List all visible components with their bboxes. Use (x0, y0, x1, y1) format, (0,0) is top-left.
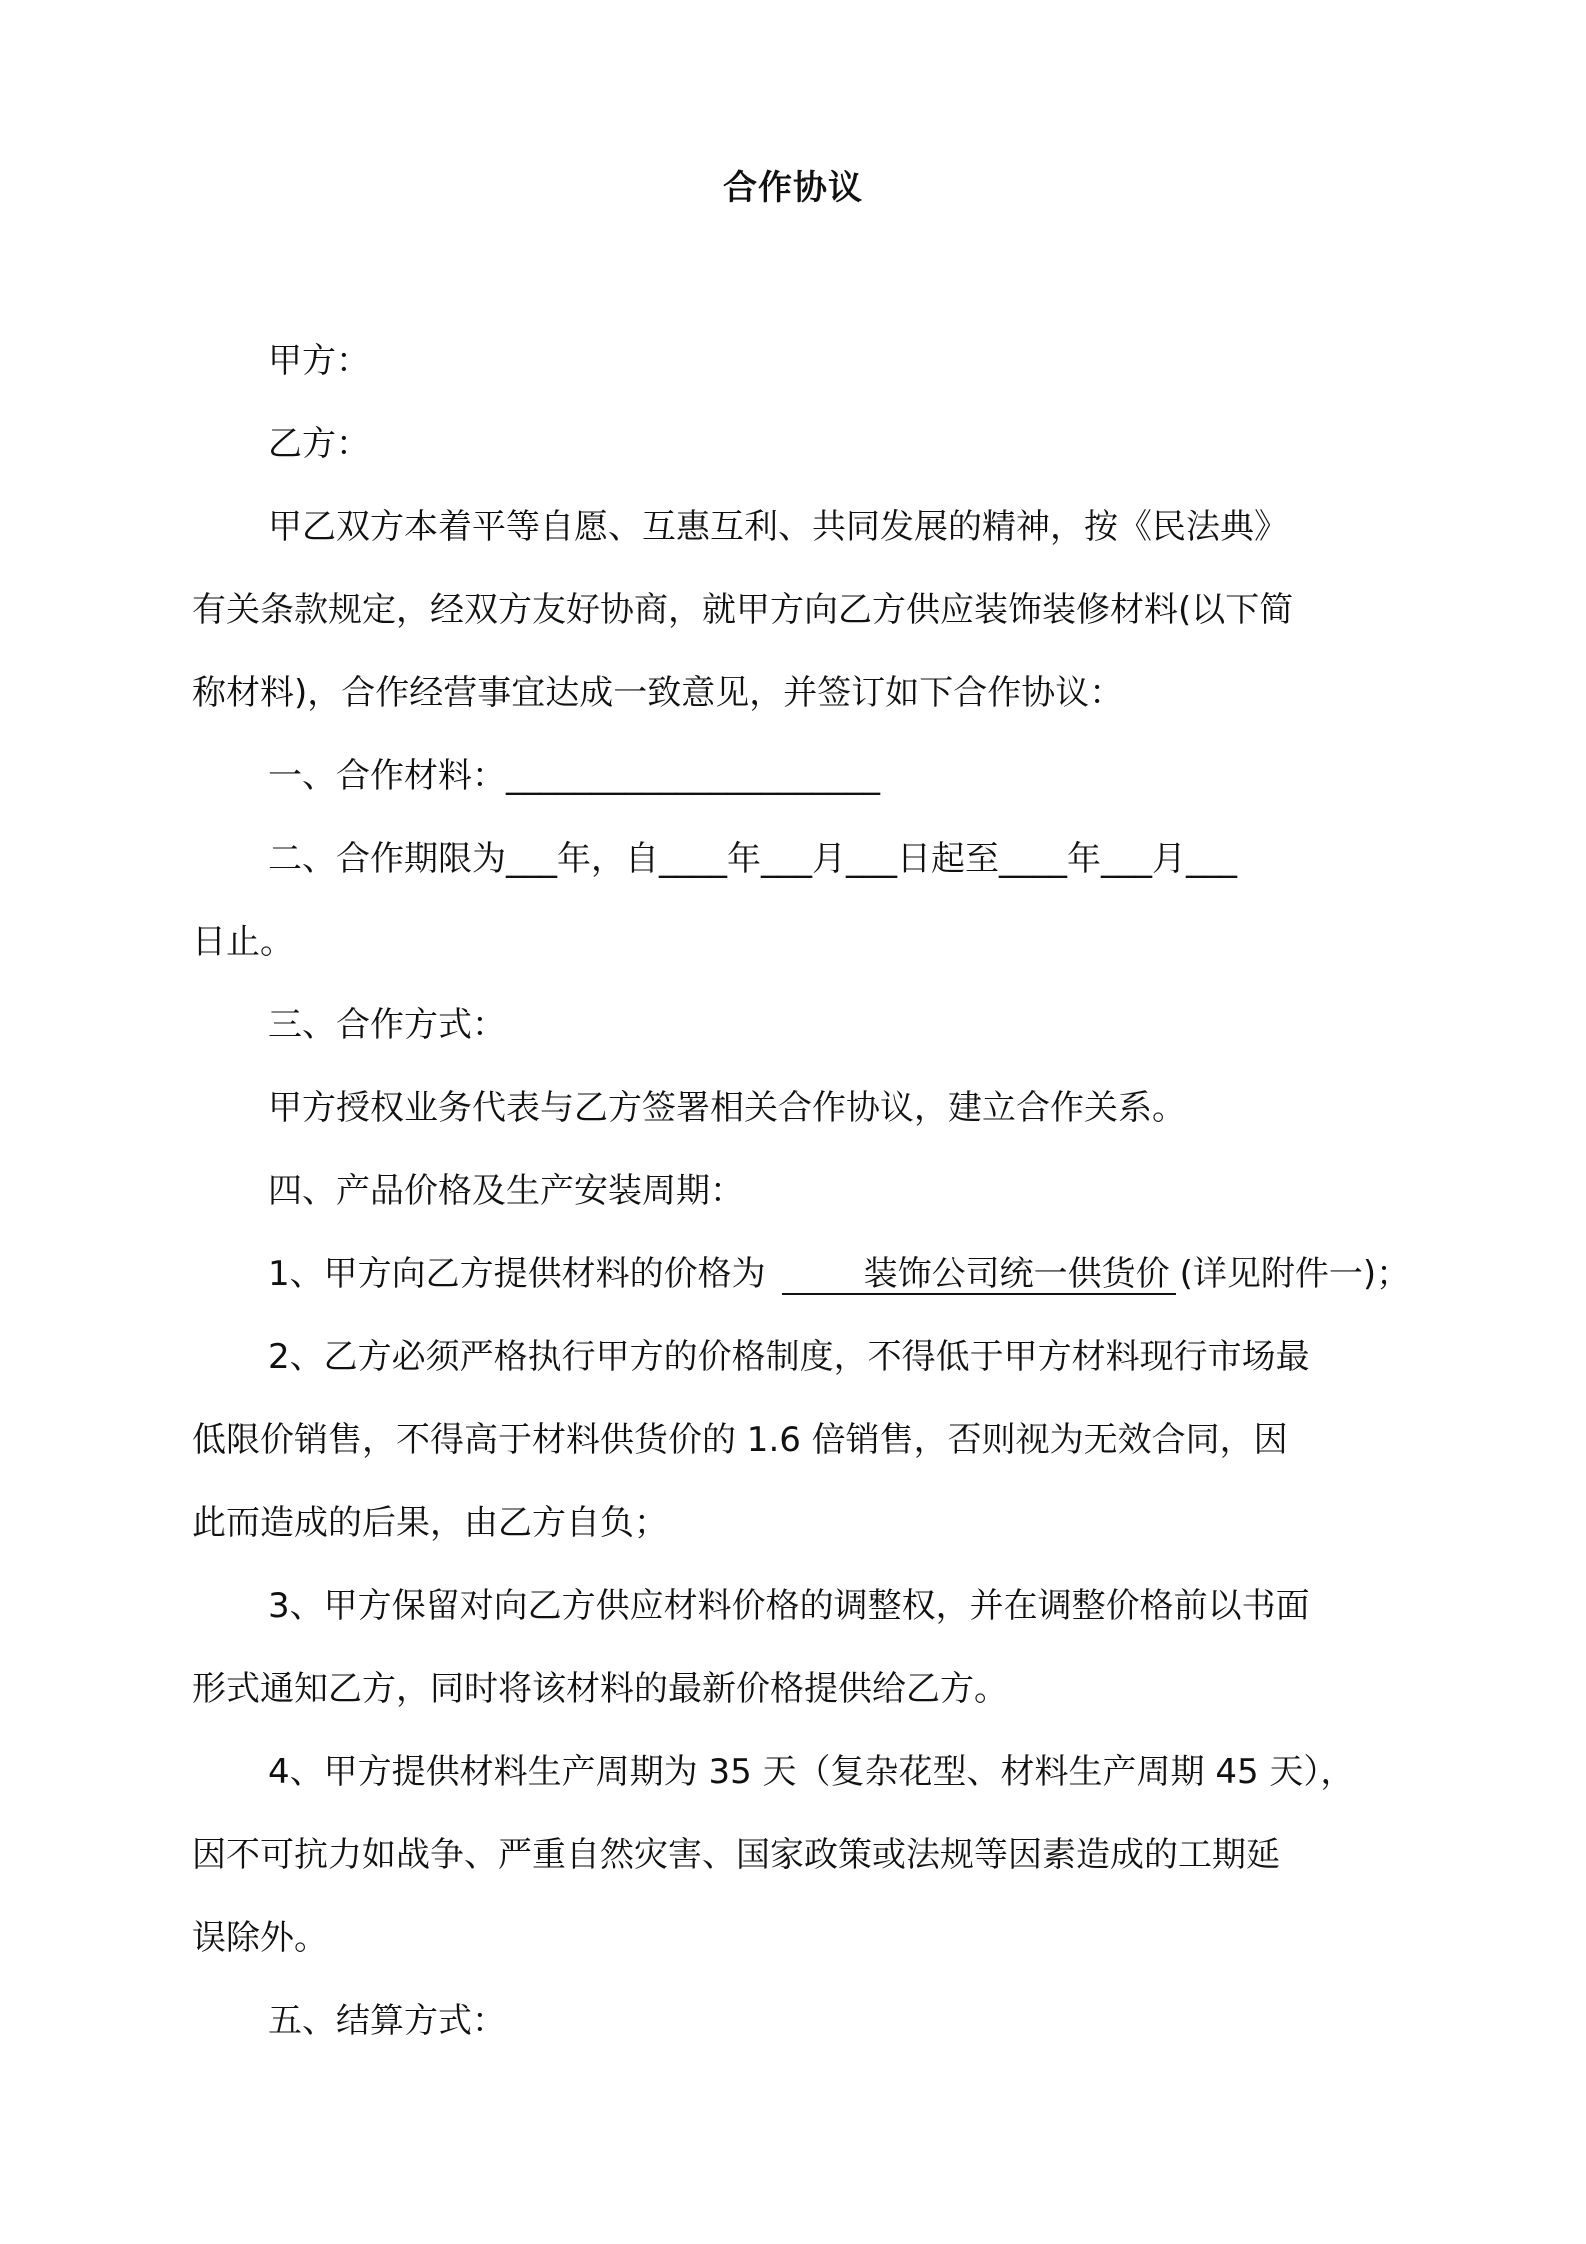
document-body (192, 320, 1412, 2063)
document-title: 合作协议 (723, 168, 863, 208)
clause-4-1 (192, 1233, 1412, 1316)
clause-4-2-line-3: 此而造成的后果，由乙方自负； (192, 1503, 668, 1543)
supply-price-underlined: 装饰公司统一供货价 (782, 1257, 1176, 1295)
clause-4-4-line-2: 因不可抗力如战争、严重自然灾害、国家政策或法规等因素造成的工期延 (192, 1835, 1280, 1875)
clause-4-2-line-2: 低限价销售，不得高于材料供货价的 1.6 倍销售，否则视为无效合同，因 (192, 1420, 1288, 1460)
section-3-heading: 三、合作方式： (268, 1005, 506, 1045)
clause-4-1-suffix: (详见附件一)； (1179, 1254, 1411, 1294)
party-b-line: 乙方： (268, 424, 370, 464)
intro-line-3: 称材料)，合作经营事宜达成一致意见，并签订如下合作协议： (192, 673, 1124, 713)
section-3-body: 甲方授权业务代表与乙方签署相关合作协议，建立合作关系。 (268, 1088, 1186, 1128)
intro-line-1: 甲乙双方本着平等自愿、互惠互利、共同发展的精神，按《民法典》 (268, 507, 1288, 547)
party-a-line: 甲方： (268, 341, 370, 381)
clause-4-3-line-1: 3、甲方保留对向乙方供应材料价格的调整权，并在调整价格前以书面 (268, 1586, 1310, 1626)
clause-4-1-prefix: 1、甲方向乙方提供材料的价格为 (268, 1254, 766, 1294)
clause-4-4-line-3: 误除外。 (192, 1918, 328, 1958)
clause-4-3-line-2: 形式通知乙方，同时将该材料的最新价格提供给乙方。 (192, 1669, 1008, 1709)
section-1-materials: 一、合作材料：______________________ (268, 756, 880, 796)
section-2-term-line-1: 二、合作期限为___年，自____年___月___日起至____年___月___ (268, 839, 1237, 879)
intro-line-2: 有关条款规定，经双方友好协商，就甲方向乙方供应装饰装修材料(以下简 (192, 590, 1294, 630)
clause-4-4-line-1: 4、甲方提供材料生产周期为 35 天（复杂花型、材料生产周期 45 天）， (268, 1752, 1355, 1792)
clause-4-2-line-1: 2、乙方必须严格执行甲方的价格制度，不得低于甲方材料现行市场最 (268, 1337, 1310, 1377)
section-4-heading: 四、产品价格及生产安装周期： (268, 1171, 744, 1211)
section-5-heading: 五、结算方式： (268, 2001, 506, 2041)
section-2-term-line-2: 日止。 (192, 922, 294, 962)
